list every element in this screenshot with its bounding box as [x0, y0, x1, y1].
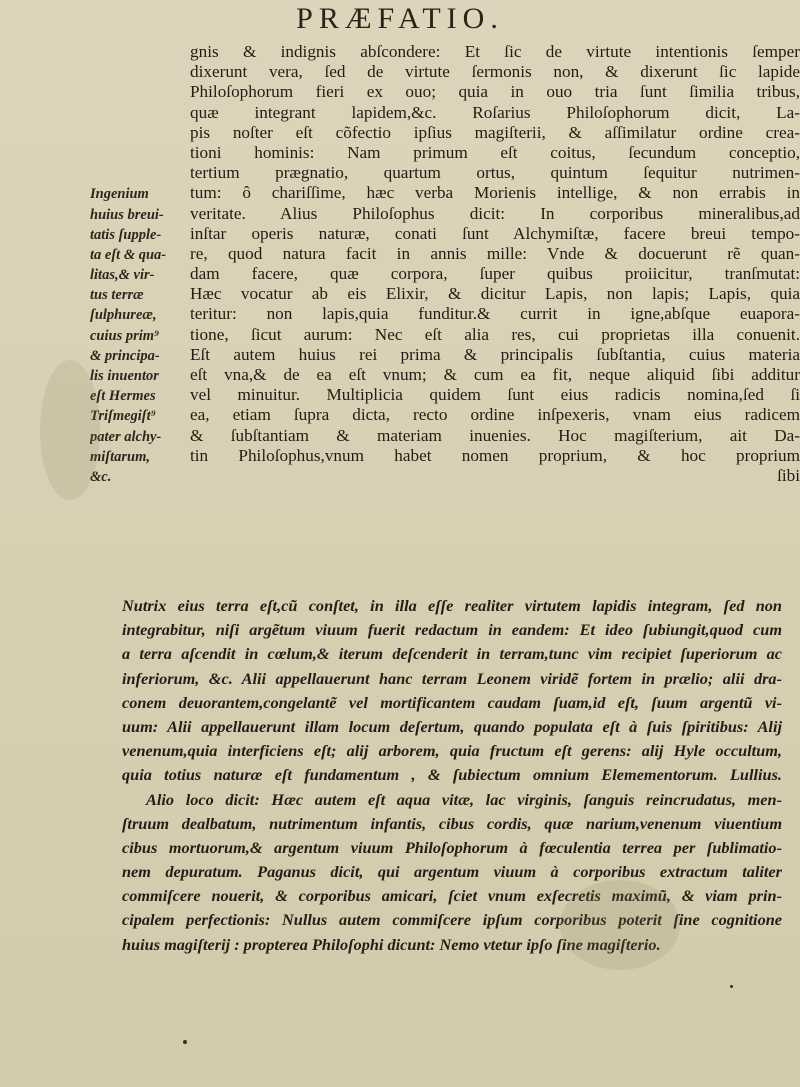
- body-line: Eſt autem huius rei prima & principalis ſubſtantia, cuius materia: [190, 344, 800, 364]
- italic-line: cibus mortuorum,& argentum viuum Philoſophorum à fœculentia terrea per ſublimatio-: [122, 837, 782, 857]
- body-line: tioni hominis: Nam primum eſt coitus, ſecundum conceptio,: [190, 142, 800, 162]
- text-line: [90, 42, 800, 62]
- italic-line: uum: Alii appellauerunt illam locum deſertum, quando populata eſt à ſuis ſpiritibus: Alij: [122, 716, 782, 736]
- text-line: [90, 163, 800, 183]
- text-line: [90, 143, 800, 163]
- text-line: [90, 183, 800, 203]
- italic-text-block: [122, 596, 782, 959]
- marginal-note: eſt Hermes: [90, 388, 156, 405]
- italic-line: ſtruum dealbatum, nutrimentum infantis, cibus cordis, quæ narium,venenum viuentium: [122, 813, 782, 833]
- marginal-note: tatis ſupple-: [90, 226, 162, 243]
- text-line: [90, 224, 800, 244]
- text-line: [90, 426, 800, 446]
- text-line: [90, 466, 800, 486]
- text-line: [90, 244, 800, 264]
- body-line: ſibi: [777, 465, 800, 485]
- body-text-block: [90, 42, 800, 486]
- body-line: Philoſophorum fieri ex ouo; quia in ouo tria ſunt ſimilia tribus,: [190, 82, 800, 102]
- body-line: & ſubſtantiam & materiam inuenies. Hoc magiſterium, ait Da-: [190, 425, 800, 445]
- ink-speck: [183, 1040, 187, 1044]
- text-line: [90, 304, 800, 324]
- marginal-note: tus terræ: [90, 287, 144, 304]
- text-line: [90, 123, 800, 143]
- italic-line: commiſcere nouerit, & corporibus amicari, ſciet vnum exſecretis maximũ, & viam prin-: [122, 886, 782, 906]
- italic-line: huius magiſterij : propterea Philoſophi dicunt: Nemo vtetur ipſo ſine magiſterio.: [122, 934, 661, 954]
- italic-line: cipalem perfectionis: Nullus autem commiſcere ipſum corporibus poterit ſine cognitione: [122, 910, 782, 930]
- marginal-note: ta eſt & qua-: [90, 246, 167, 263]
- body-line: tin Philoſophus,vnum habet nomen proprium, & hoc proprium: [190, 445, 800, 465]
- italic-line: quia totius naturæ eſt fundamentum , & ſubiectum omnium Elemementorum. Lullius.: [122, 765, 782, 785]
- text-line: [90, 405, 800, 425]
- italic-line: conem deuorantem,congelantẽ vel mortificantem caudam ſuam,id eſt, ſuum argentũ vi-: [122, 692, 782, 712]
- marginal-note: &c.: [90, 468, 112, 485]
- text-line: [90, 365, 800, 385]
- body-line: quæ integrant lapidem,&c. Roſarius Philoſophorum dicit, La-: [190, 102, 800, 122]
- body-line: pis noſter eſt cõfectio ipſius magiſterii, & aſſimilatur ordine crea-: [190, 122, 800, 142]
- marginal-note: & principa-: [90, 347, 160, 364]
- text-line: [90, 325, 800, 345]
- italic-line: integrabitur, niſi argẽtum viuum fuerit redactum in eandem: Et ideo ſubiungit,quod cum: [122, 620, 782, 640]
- marginal-note: cuius prim⁹: [90, 327, 160, 344]
- italic-line: venenum,quia interficiens eſt; alij arborem, quia fructum eſt gerens: alij Hyle occultum,: [122, 741, 782, 761]
- body-line: veritate. Alius Philoſophus dicit: In corporibus mineralibus,ad: [190, 203, 800, 223]
- marginal-note: huius breui-: [90, 206, 164, 223]
- text-line: [90, 345, 800, 365]
- marginal-note: ſulphureæ,: [90, 307, 157, 324]
- text-line: [90, 284, 800, 304]
- body-line: gnis & indignis abſcondere: Et ſic de virtute intentionis ſemper: [190, 42, 800, 61]
- marginal-note: Ingenium: [90, 186, 149, 203]
- paper-stain: [40, 360, 100, 500]
- marginal-note: pater alchy-: [90, 428, 162, 445]
- running-header: PRÆFATIO.: [296, 2, 504, 35]
- text-line: [90, 103, 800, 123]
- text-line: [90, 264, 800, 284]
- italic-line: nem depuratum. Paganus dicit, qui argentum viuum à corporibus extractum taliter: [122, 862, 782, 882]
- text-line: [90, 446, 800, 466]
- italic-line: Alio loco dicit: Hæc autem eſt aqua vitæ, lac virginis, ſanguis reincrudatus, men-: [146, 789, 782, 809]
- paper-stain: [560, 880, 680, 970]
- italic-line: inferiorum, &c. Alii appellauerunt hanc terram Leonem viridẽ fortem in prælio; alii dra-: [122, 668, 782, 688]
- marginal-note: miſtarum,: [90, 448, 151, 465]
- body-line: eſt vna,& de ea eſt vnum; & cum ea fit, neque aliquid ſibi additur: [190, 365, 800, 384]
- body-line: inſtar operis naturæ, conati ſunt Alchymiſtæ, facere breui tempo-: [190, 223, 800, 243]
- body-line: Hæc vocatur ab eis Elixir, & dicitur Lapis, non lapis; Lapis, quia: [190, 284, 800, 304]
- italic-line: Nutrix eius terra eſt,cũ conſtet, in illa eſſe realiter virtutem lapidis integram, ſed non: [122, 596, 782, 615]
- body-line: vel minuitur. Multiplicia quidem ſunt eius radicis nomina,ſed ſi: [190, 385, 800, 405]
- body-line: dixerunt vera, ſed de virtute ſermonis non, & dixerunt ſic lapide: [190, 62, 800, 82]
- marginal-note: lis inuentor: [90, 368, 159, 384]
- italic-line: a terra aſcendit in cœlum,& iterum deſcenderit in terram,tunc vim recipiet ſuperiorum ac: [122, 644, 782, 664]
- marginal-note: litas,& vir-: [90, 267, 155, 284]
- text-line: [90, 204, 800, 224]
- body-line: ea, etiam ſupra dicta, recto ordine inſpexeris, vnam eius radicem: [190, 405, 800, 425]
- body-line: re, quod natura facit in annis mille: Vnde & docuerunt rẽ quan-: [190, 243, 800, 263]
- body-line: tione, ſicut aurum: Nec eſt alia res, cui proprietas illa conuenit.: [190, 324, 800, 344]
- text-line: [90, 385, 800, 405]
- body-line: tum: ô chariſſime, hæc verba Morienis intellige, & non errabis in: [190, 183, 800, 203]
- ink-speck: [730, 985, 733, 988]
- text-line: [90, 62, 800, 82]
- marginal-note: Triſmegiſt⁹: [90, 408, 156, 425]
- text-line: [90, 82, 800, 102]
- body-line: tertium prægnatio, quartum ortus, quintum ſequitur nutrimen-: [190, 163, 800, 183]
- body-line: dam facere, quæ corpora, ſuper quibus proiicitur, tranſmutat:: [190, 264, 800, 284]
- body-line: teritur: non lapis,quia funditur.& currit in igne,abſque euapora-: [190, 304, 800, 324]
